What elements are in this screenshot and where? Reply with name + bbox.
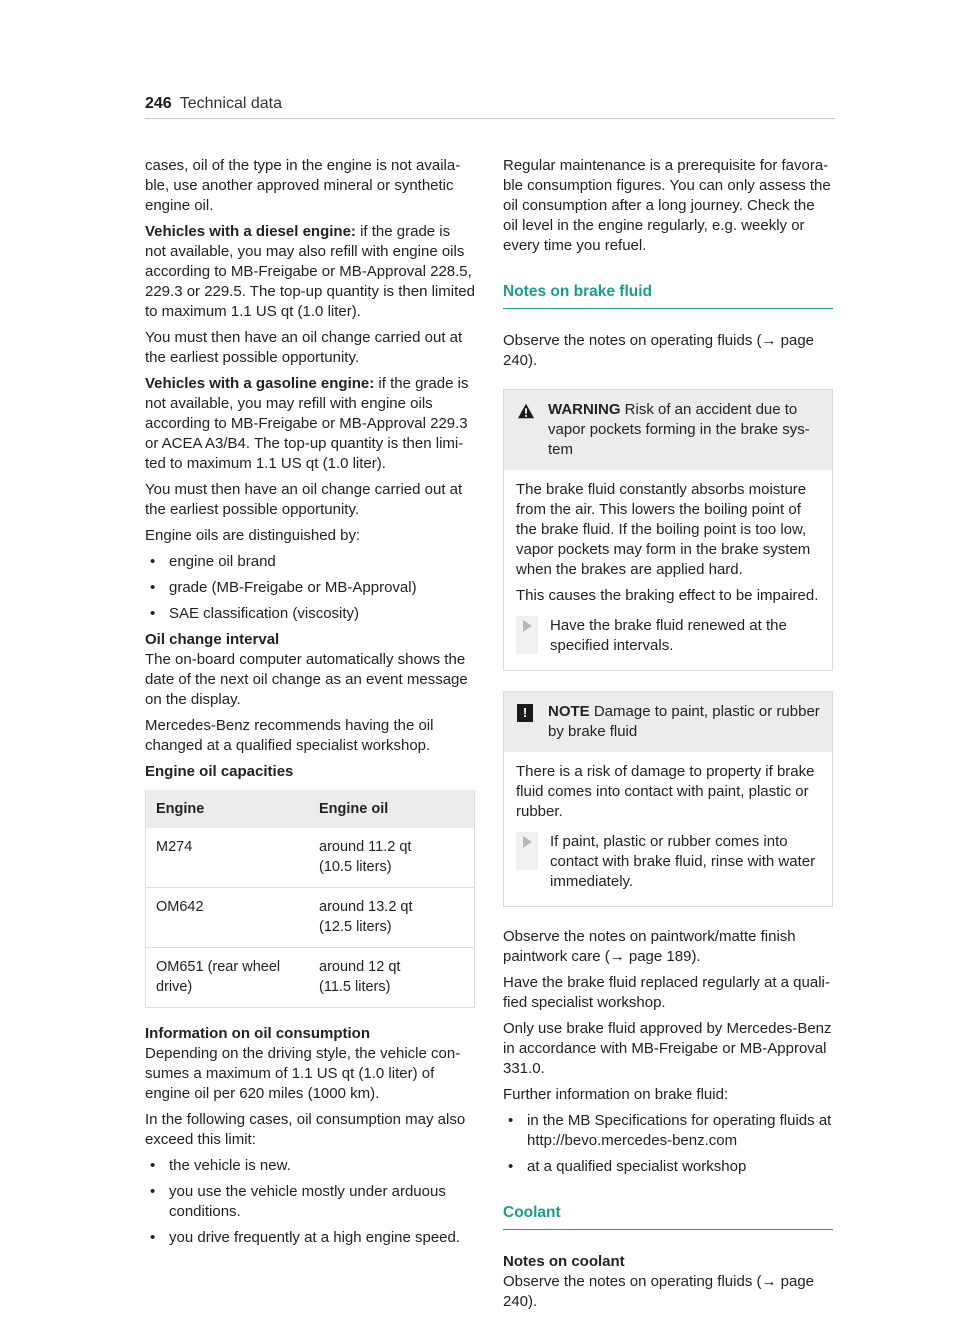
coolant-section-title: Coolant xyxy=(503,1203,833,1230)
oil-cell xyxy=(309,948,475,1008)
note-body xyxy=(504,752,832,906)
paragraph: Observe the notes on paintwork/matte finish paintwork care (→ page 189). xyxy=(503,928,796,965)
list-item: • you drive frequently at a high engine speed. xyxy=(145,1228,475,1248)
engine-cell: OM642 xyxy=(146,888,310,948)
page-header xyxy=(145,94,835,118)
play-arrow-icon xyxy=(516,832,538,870)
list-item: • at a qualified specialist workshop xyxy=(503,1157,833,1177)
note-header xyxy=(504,692,832,752)
paragraph: Regular maintenance is a prerequisite for favorable consumption figures. You can only assess the oil consumption after a long journey. Check the oil level in the engine regularly, e.g. weekly or every time you refuel. xyxy=(503,157,831,254)
engine-oil-table xyxy=(145,790,475,1008)
paragraph: You must then have an oil change carried out at the earliest possible opportunity. xyxy=(145,481,463,518)
section-title: Technical data xyxy=(179,95,282,112)
list-item: • the vehicle is new. xyxy=(145,1156,475,1176)
paragraph: This causes the braking effect to be impaired. xyxy=(516,587,819,604)
interval-heading: Oil change interval xyxy=(145,631,280,648)
consumption-heading: Information on oil consumption xyxy=(145,1025,370,1042)
play-arrow-icon xyxy=(516,616,538,654)
capacities-heading: Engine oil capacities xyxy=(145,763,294,780)
instruction xyxy=(516,832,820,892)
paragraph: Only use brake fluid approved by Mercedes-Benz in accordance with MB-Freigabe or MB-Approval 331.0. xyxy=(503,1020,832,1077)
paragraph: cases, oil of the type in the engine is not available, use another approved mineral or synthetic engine oil. xyxy=(145,157,461,214)
list-item: • SAE classification (viscosity) xyxy=(145,604,475,624)
instruction xyxy=(516,616,820,656)
table-row xyxy=(146,888,475,948)
oil-cell xyxy=(309,888,475,948)
paragraph: Depending on the driving style, the vehicle consumes a maximum of 1.1 US qt (1.0 liter) of engine oil per 620 miles (1000 km). xyxy=(145,1045,461,1102)
table-header-oil: Engine oil xyxy=(309,790,475,828)
coolant-heading: Notes on coolant xyxy=(503,1253,625,1270)
paragraph: Mercedes-Benz recommends having the oil changed at a qualified specialist workshop. xyxy=(145,717,434,754)
warning-header xyxy=(504,390,832,470)
paragraph: The brake fluid constantly absorbs moisture from the air. This lowers the boiling point of the brake fluid. If the boiling point is too low, vapor pockets may form in the brake system when the brakes are applied hard. xyxy=(516,481,811,578)
engine-cell: M274 xyxy=(146,828,310,888)
note-label: NOTE xyxy=(548,703,590,720)
page-number: 246 xyxy=(145,95,172,112)
table-header-row xyxy=(146,790,475,828)
oil-liters: (12.5 liters) xyxy=(319,919,392,935)
table-header-engine: Engine xyxy=(146,790,310,828)
note-box xyxy=(503,691,833,907)
paragraph: There is a risk of damage to property if brake fluid comes into contact with paint, plastic or rubber. xyxy=(516,763,815,820)
gasoline-text: if the grade is not available, you may refill with engine oils according to MB-Freigabe or MB-Approval 229.3 or ACEA A3/B4. The top-up quantity is then limited to maximum 1.1 US qt (1.0 liter). xyxy=(145,375,469,472)
oil-amount: around 13.2 qt xyxy=(319,899,413,915)
warning-box xyxy=(503,389,833,671)
brake-fluid-section-title: Notes on brake fluid xyxy=(503,282,833,309)
gasoline-paragraph xyxy=(145,374,475,474)
oil-cell xyxy=(309,828,475,888)
warning-body xyxy=(504,470,832,670)
paragraph: You must then have an oil change carried out at the earliest possible opportunity. xyxy=(145,329,463,366)
warning-triangle-icon xyxy=(517,402,535,420)
paragraph: In the following cases, oil consumption may also exceed this limit: xyxy=(145,1111,466,1148)
distinguish-list xyxy=(145,552,475,624)
diesel-label: Vehicles with a diesel engine: xyxy=(145,223,356,240)
header-rule xyxy=(145,118,835,119)
list-item: • you use the vehicle mostly under arduous conditions. xyxy=(145,1182,475,1222)
diesel-text: if the grade is not available, you may also refill with engine oils according to MB-Freigabe or MB-Approval 228.5, 229.3 or 229.5. The top-up quantity is then limited to maximum 1.1 US qt (1.0 liter). xyxy=(145,223,475,320)
paragraph: Observe the notes on operating fluids (→ page 240). xyxy=(503,1273,815,1310)
table-row xyxy=(146,948,475,1008)
cases-list xyxy=(145,1156,475,1248)
further-list xyxy=(503,1111,833,1177)
right-column xyxy=(503,156,833,1318)
warning-title: Risk of an accident due to vapor pockets forming in the brake system xyxy=(548,401,810,458)
left-column xyxy=(145,156,475,1254)
warning-label: WARNING xyxy=(548,401,621,418)
list-item: • engine oil brand xyxy=(145,552,475,572)
oil-amount: around 11.2 qt xyxy=(319,839,412,855)
engine-cell: OM651 (rear wheel drive) xyxy=(146,948,310,1008)
paragraph: The on-board computer automatically shows the date of the next oil change as an event message on the display. xyxy=(145,651,468,708)
oil-liters: (10.5 liters) xyxy=(319,859,392,875)
oil-amount: around 12 qt xyxy=(319,959,401,975)
paragraph: Engine oils are distinguished by: xyxy=(145,527,361,544)
gasoline-label: Vehicles with a gasoline engine: xyxy=(145,375,375,392)
list-item: • in the MB Specifications for operating fluids at http://bevo.mercedes-benz.com xyxy=(503,1111,833,1151)
instruction-text: Have the brake fluid renewed at the specified intervals. xyxy=(550,617,787,654)
exclamation-square-icon: ! xyxy=(517,704,533,722)
oil-liters: (11.5 liters) xyxy=(319,979,391,995)
list-item: • grade (MB-Freigabe or MB-Approval) xyxy=(145,578,475,598)
paragraph: Observe the notes on operating fluids (→ page 240). xyxy=(503,332,815,369)
instruction-text: If paint, plastic or rubber comes into contact with brake fluid, rinse with water immediately. xyxy=(550,833,816,890)
note-title: Damage to paint, plastic or rubber by brake fluid xyxy=(548,703,820,740)
paragraph: Have the brake fluid replaced regularly at a qualified specialist workshop. xyxy=(503,974,830,1011)
diesel-paragraph xyxy=(145,222,475,322)
table-row xyxy=(146,828,475,888)
paragraph: Further information on brake fluid: xyxy=(503,1086,729,1103)
